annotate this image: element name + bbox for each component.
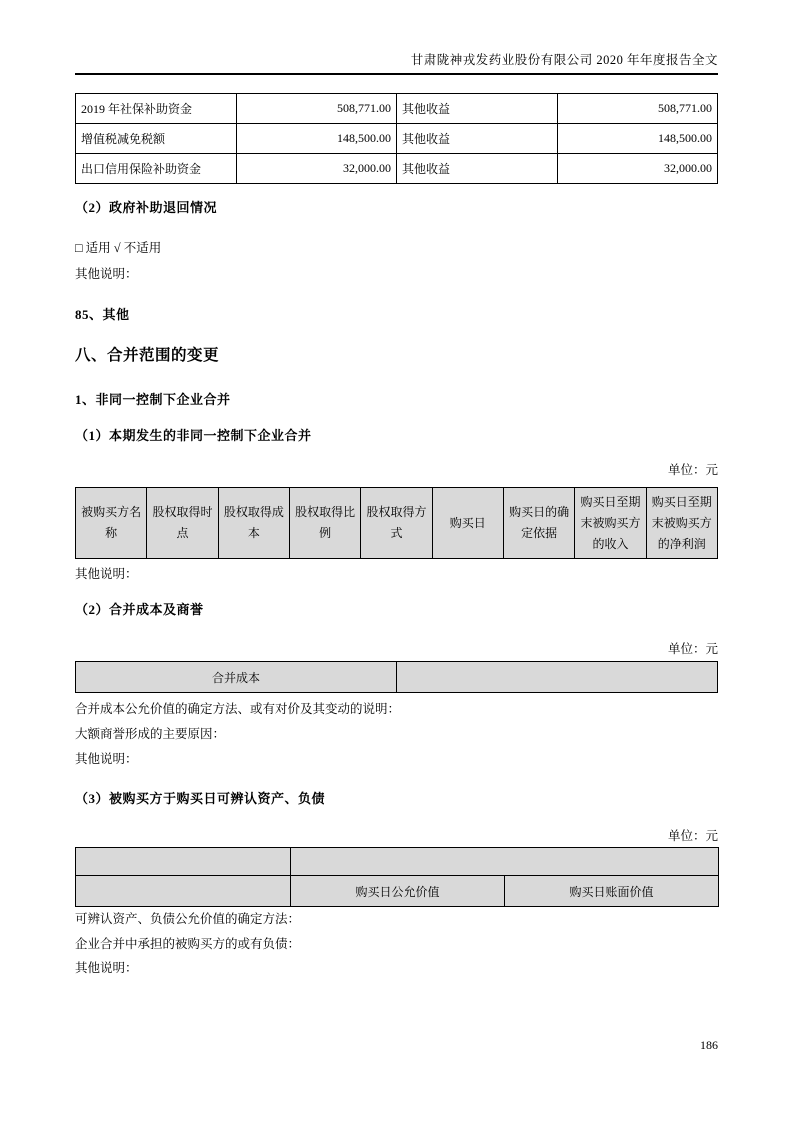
merge-cost-label: 合并成本: [76, 662, 397, 693]
column-header: 购买日公允价值: [291, 876, 505, 907]
section-title-current-period: （1）本期发生的非同一控制下企业合并: [75, 428, 312, 443]
chapter-title: 八、合并范围的变更: [75, 347, 220, 364]
column-header: 购买日账面价值: [505, 876, 719, 907]
other-note: 其他说明：: [75, 267, 138, 281]
report-header-title: 甘肃陇神戎发药业股份有限公司 2020 年年度报告全文: [410, 53, 718, 67]
header-rule: [75, 73, 718, 75]
subsidy-amount: 32,000.00: [236, 154, 397, 184]
subsidy-item: 2019 年社保补助资金: [76, 94, 237, 124]
unit-label: 单位：元: [667, 463, 718, 477]
identifiable-assets-table: [75, 847, 719, 907]
table-header-row: [76, 488, 718, 559]
merge-cost-table: [75, 661, 718, 693]
subsidy-account: 其他收益: [397, 124, 558, 154]
subsidy-amount: 148,500.00: [236, 124, 397, 154]
subsidy-amount-presented: 508,771.00: [557, 94, 718, 124]
table-row: [76, 662, 718, 693]
subsidy-amount-presented: 32,000.00: [557, 154, 718, 184]
merger-table: [75, 487, 718, 559]
unit-label: 单位：元: [667, 642, 718, 656]
column-header: 股权取得方式: [361, 488, 432, 559]
column-header: 股权取得比例: [289, 488, 360, 559]
table-row: [76, 848, 719, 876]
column-header: 被购买方名称: [76, 488, 147, 559]
page-number: 186: [700, 1038, 718, 1052]
subsidy-item: 增值税减免税额: [76, 124, 237, 154]
unit-label: 单位：元: [667, 829, 718, 843]
merge-cost-value-cell: [397, 662, 718, 693]
other-note: 其他说明：: [75, 567, 138, 581]
note-line: 合并成本公允价值的确定方法、或有对价及其变动的说明：: [75, 702, 401, 716]
note-line: 其他说明：: [75, 961, 138, 975]
table-row: [76, 124, 718, 154]
section-title-merger: 1、非同一控制下企业合并: [75, 392, 231, 407]
column-header: 购买日至期末被购买方的收入: [575, 488, 646, 559]
applicability-text: □ 适用 √ 不适用: [75, 241, 162, 255]
blank-cell: [76, 848, 291, 876]
subsidy-account: 其他收益: [397, 154, 558, 184]
column-header: 股权取得时点: [147, 488, 218, 559]
column-header: 购买日的确定依据: [503, 488, 574, 559]
section-title-identifiable-assets: （3）被购买方于购买日可辨认资产、负债: [75, 791, 326, 806]
section-title-refund: （2）政府补助退回情况: [75, 200, 218, 215]
section-title-other: 85、其他: [75, 307, 130, 322]
blank-cell: [291, 848, 719, 876]
note-line: 其他说明：: [75, 752, 138, 766]
section-title-cost-goodwill: （2）合并成本及商誉: [75, 602, 204, 617]
table-header-row: [76, 876, 719, 907]
subsidy-amount: 508,771.00: [236, 94, 397, 124]
note-line: 可辨认资产、负债公允价值的确定方法：: [75, 912, 301, 926]
note-line: 企业合并中承担的被购买方的或有负债：: [75, 937, 301, 951]
table-row: [76, 154, 718, 184]
subsidy-item: 出口信用保险补助资金: [76, 154, 237, 184]
column-header: 股权取得成本: [218, 488, 289, 559]
note-line: 大额商誉形成的主要原因：: [75, 727, 226, 741]
subsidy-account: 其他收益: [397, 94, 558, 124]
table-row: [76, 94, 718, 124]
subsidy-table: [75, 93, 718, 184]
column-header: 购买日至期末被购买方的净利润: [646, 488, 717, 559]
blank-cell: [76, 876, 291, 907]
subsidy-amount-presented: 148,500.00: [557, 124, 718, 154]
column-header: 购买日: [432, 488, 503, 559]
